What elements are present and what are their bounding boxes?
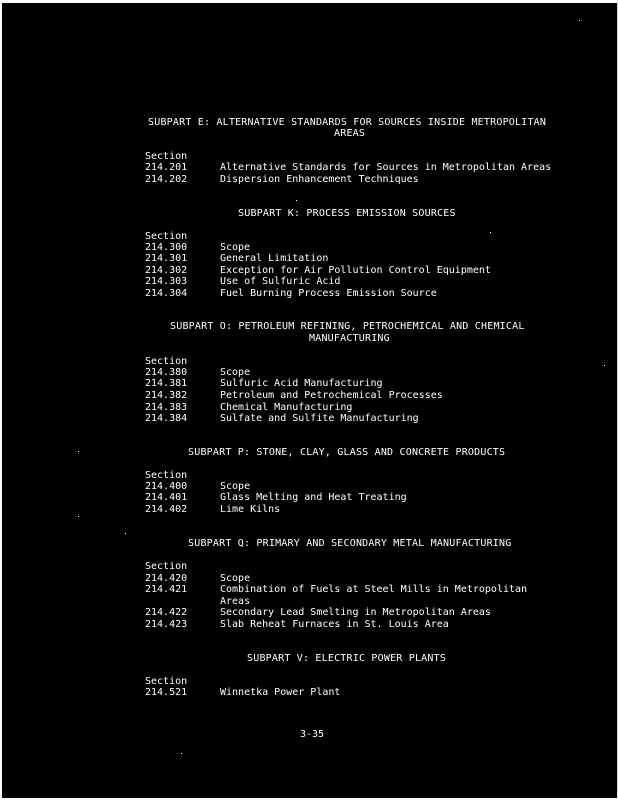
scan-speck xyxy=(181,753,182,754)
section-title-continuation: Areas xyxy=(220,596,251,607)
section-number: 214.422 xyxy=(145,607,188,618)
subpart-q-section-label: Section xyxy=(145,561,188,572)
section-number: 214.420 xyxy=(145,573,188,584)
subpart-p-section-label: Section xyxy=(145,470,188,481)
section-number: 214.384 xyxy=(145,413,188,424)
subpart-o-heading: SUBPART O: PETROLEUM REFINING, PETROCHEMICAL AND CHEMICAL xyxy=(170,321,525,332)
subpart-e-heading-cont: AREAS xyxy=(334,128,366,139)
section-number: 214.380 xyxy=(145,367,188,378)
section-title: Exception for Air Pollution Control Equipment xyxy=(220,265,491,276)
section-title: Dispersion Enhancement Techniques xyxy=(220,174,419,185)
scan-speck xyxy=(604,365,605,366)
section-number: 214.402 xyxy=(145,504,188,515)
section-title: Winnetka Power Plant xyxy=(220,687,341,698)
scan-speck xyxy=(78,451,79,452)
section-number: 214.421 xyxy=(145,584,188,595)
section-title: Scope xyxy=(220,367,251,378)
section-number: 214.302 xyxy=(145,265,188,276)
section-number: 214.521 xyxy=(145,687,188,698)
scan-border-top xyxy=(0,0,618,3)
section-number: 214.383 xyxy=(145,402,188,413)
section-number: 214.202 xyxy=(145,174,188,185)
subpart-q-heading: SUBPART Q: PRIMARY AND SECONDARY METAL MANUFACTURING xyxy=(188,538,512,549)
section-number: 214.201 xyxy=(145,162,188,173)
scan-speck xyxy=(579,20,580,21)
subpart-e-section-label: Section xyxy=(145,151,188,162)
scan-speck xyxy=(296,200,297,201)
section-title: Scope xyxy=(220,573,251,584)
scan-border-left xyxy=(0,0,2,800)
section-number: 214.303 xyxy=(145,276,188,287)
section-number: 214.304 xyxy=(145,288,188,299)
subpart-o-heading-cont: MANUFACTURING xyxy=(309,333,390,344)
section-title: Scope xyxy=(220,481,251,492)
section-number: 214.423 xyxy=(145,619,188,630)
subpart-v-heading: SUBPART V: ELECTRIC POWER PLANTS xyxy=(247,653,447,664)
section-title: Use of Sulfuric Acid xyxy=(220,276,341,287)
scan-speck xyxy=(125,533,126,534)
section-title: Petroleum and Petrochemical Processes xyxy=(220,390,443,401)
subpart-p-heading: SUBPART P: STONE, CLAY, GLASS AND CONCRETE PRODUCTS xyxy=(188,447,506,458)
section-number: 214.401 xyxy=(145,492,188,503)
page-number: 3-35 xyxy=(300,729,325,740)
section-title: Alternative Standards for Sources in Metropolitan Areas xyxy=(220,162,552,173)
subpart-o-section-label: Section xyxy=(145,356,188,367)
subpart-k-section-label: Section xyxy=(145,231,188,242)
section-title: Sulfuric Acid Manufacturing xyxy=(220,378,383,389)
scan-speck xyxy=(490,232,491,233)
section-title: Glass Melting and Heat Treating xyxy=(220,492,407,503)
section-number: 214.400 xyxy=(145,481,188,492)
subpart-k-heading: SUBPART K: PROCESS EMISSION SOURCES xyxy=(238,208,456,219)
section-title: Chemical Manufacturing xyxy=(220,402,353,413)
section-title: General Limitation xyxy=(220,253,329,264)
section-title: Fuel Burning Process Emission Source xyxy=(220,288,437,299)
section-title: Combination of Fuels at Steel Mills in Metropolitan xyxy=(220,584,528,595)
section-number: 214.300 xyxy=(145,242,188,253)
subpart-e-heading: SUBPART E: ALTERNATIVE STANDARDS FOR SOURCES INSIDE METROPOLITAN xyxy=(148,117,547,128)
section-title: Lime Kilns xyxy=(220,504,281,515)
section-number: 214.381 xyxy=(145,378,188,389)
section-title: Scope xyxy=(220,242,251,253)
section-title: Sulfate and Sulfite Manufacturing xyxy=(220,413,419,424)
subpart-v-section-label: Section xyxy=(145,676,188,687)
section-title: Slab Reheat Furnaces in St. Louis Area xyxy=(220,619,449,630)
section-number: 214.382 xyxy=(145,390,188,401)
scan-speck xyxy=(78,516,79,517)
section-title: Secondary Lead Smelting in Metropolitan Areas xyxy=(220,607,491,618)
section-number: 214.301 xyxy=(145,253,188,264)
